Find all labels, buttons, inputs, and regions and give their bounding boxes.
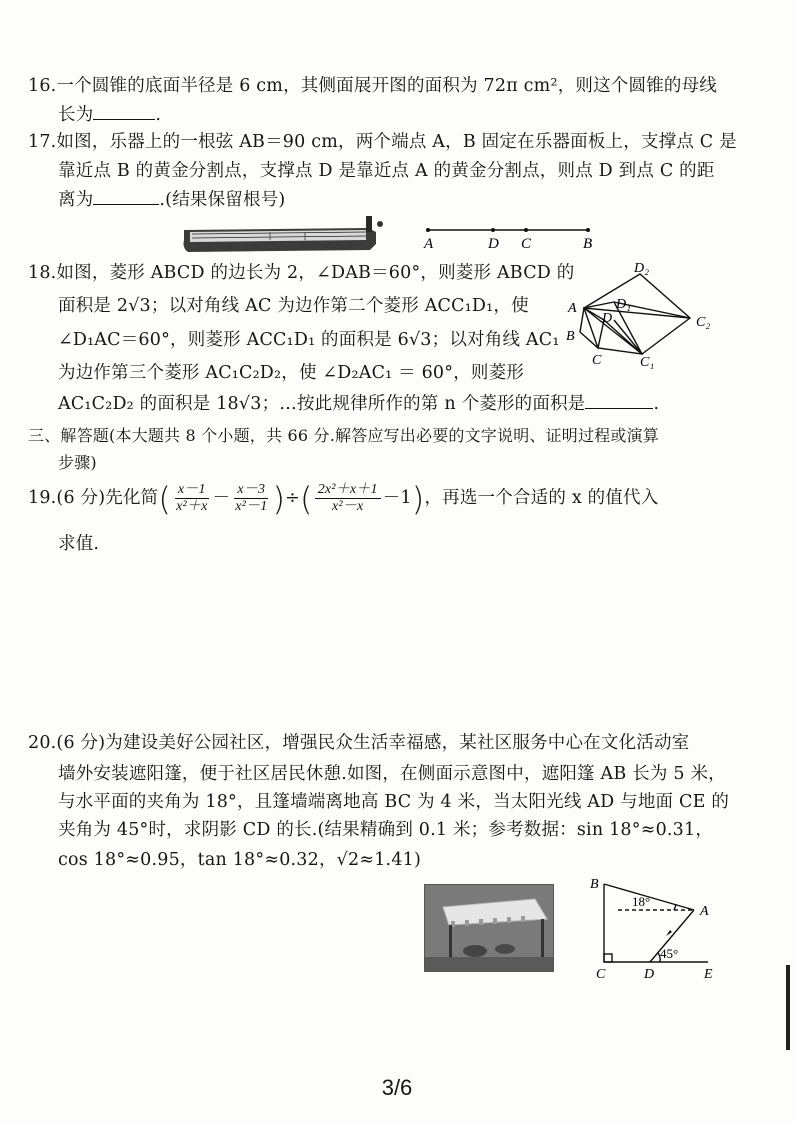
q16-line2 (58, 107, 161, 125)
label-d: D (602, 311, 613, 326)
q19-divide: ÷ (285, 487, 300, 508)
section-heading: 三、解答题(本大题共 8 个小题，共 66 分.解答应写出必要的文字说明、证明过程或演算 (28, 426, 660, 445)
q17-line2: 靠近点 B 的黄金分割点，支撑点 D 是靠近点 A 的黄金分割点，则点 D 到点 C 的距 (58, 161, 715, 181)
q20-line1: 20.(6 分)为建设美好公园社区，增强民众生活幸福感，某社区服务中心在文化活动室 (28, 733, 690, 753)
q19-fraction-2-num: x－3 (234, 482, 268, 499)
q16-line2-text: 长为 (58, 105, 94, 125)
q17-line1: 17.如图，乐器上的一根弦 AB＝90 cm，两个端点 A，B 固定在乐器面板上，支撑点 C 是 (28, 132, 737, 152)
label-a: A (700, 904, 709, 919)
point-a (426, 228, 430, 232)
q20-line2: 墙外安装遮阳篷，便于社区居民休憩.如图，在侧面示意图中，遮阳篷 AB 长为 5 米， (58, 764, 726, 784)
q19-fraction-2 (232, 482, 270, 515)
label-b: B (566, 329, 575, 344)
q17-line3-note: .(结果保留根号) (159, 190, 286, 210)
q19-fraction-3-den: x²－x (331, 499, 364, 515)
q19-minus: － (212, 487, 231, 508)
q19-line1: 19.(6 分)先化简 ( $\frac{x-1}{\text{x²＋x}}$ － $\frac{x-3}{\text{x²－1}}$ ) ÷ ( $\frac{\text{2x²＋x＋1}}{\text{x²－x}}$ －1 ) ，再选一个合适的 x 的值代入 (28, 479, 659, 518)
awning-photo (424, 884, 554, 972)
label-c: C (521, 236, 532, 252)
point-b (586, 228, 590, 232)
q18-answer-blank (585, 406, 653, 409)
q18-line2: 面积是 2√3；以对角线 AC 为边作第二个菱形 ACC₁D₁，使 (58, 296, 529, 316)
section-heading-line2: 步骤) (58, 453, 97, 472)
label-d1: D₁ (616, 297, 631, 312)
q16-answer-blank (93, 117, 155, 120)
segment-figure (418, 220, 598, 254)
label-c1: C₁ (640, 355, 655, 370)
q20-line4: 夹角为 45°时，求阴影 CD 的长.(结果精确到 0.1 米；参考数据：sin 18°≈0.31， (58, 820, 714, 840)
scan-edge-mark (786, 965, 790, 1050)
q18-line5-text: AC₁C₂D₂ 的面积是 18√3；…按此规律所作的第 n 个菱形的面积是 (58, 394, 586, 414)
label-c2: C₂ (696, 315, 711, 330)
q19-fraction-3 (315, 482, 381, 515)
q18-line5 (58, 396, 659, 414)
q19-fraction-1 (173, 482, 210, 515)
label-18deg: 18° (632, 894, 651, 909)
label-a: A (568, 301, 577, 316)
instrument-figure (180, 210, 390, 260)
q19-prefix: 19.(6 分)先化简 (28, 487, 159, 508)
label-45deg: 45° (660, 946, 679, 961)
label-b: B (583, 236, 593, 252)
label-c: C (592, 353, 602, 368)
page-number: 3/6 (381, 1075, 413, 1100)
q18-line4: 为边作第三个菱形 AC₁C₂D₂，使 ∠D₂AC₁ ＝ 60°，则菱形 (58, 363, 525, 383)
q18-line5-end: . (653, 394, 660, 414)
q19-line2: 求值. (58, 534, 100, 554)
q20-line3: 与水平面的夹角为 18°，且篷墙端离地高 BC 为 4 米，当太阳光线 AD 与地面 CE 的 (58, 792, 730, 812)
label-c: C (596, 967, 606, 982)
q17-answer-blank (93, 202, 159, 205)
awning-diagram (588, 874, 728, 984)
q17-line3-text: 离为 (58, 190, 94, 210)
label-d: D (644, 967, 655, 982)
label-d: D (488, 236, 499, 252)
q19-suffix: ，再选一个合适的 x 的值代入 (424, 487, 659, 508)
q19-fraction-1-den: x²＋x (176, 499, 208, 515)
q19-minus-one: －1 (382, 487, 412, 508)
q19-fraction-3-num: 2x²＋x＋1 (315, 482, 381, 499)
point-d (491, 228, 495, 232)
q17-line3 (58, 192, 285, 210)
q20-line5: cos 18°≈0.95，tan 18°≈0.32，√2≈1.41) (58, 850, 422, 870)
label-b: B (590, 877, 599, 892)
label-e: E (704, 967, 713, 982)
q18-line1: 18.如图，菱形 ABCD 的边长为 2，∠DAB＝60°，则菱形 ABCD 的 (28, 263, 575, 283)
q18-line3: ∠D₁AC＝60°，则菱形 ACC₁D₁ 的面积是 6√3；以对角线 AC₁ (58, 330, 560, 350)
label-d2: D₂ (634, 262, 649, 276)
q16-line2-end: . (155, 105, 162, 125)
q19-fraction-1-num: x－1 (175, 482, 209, 499)
label-a: A (424, 236, 434, 252)
q19-fraction-2-den: x²－1 (235, 499, 268, 515)
point-c (524, 228, 528, 232)
rhombus-figure (562, 262, 722, 372)
q16-line1: 16.一个圆锥的底面半径是 6 cm，其侧面展开图的面积为 72π cm²，则这个圆锥的母线 (28, 76, 717, 96)
